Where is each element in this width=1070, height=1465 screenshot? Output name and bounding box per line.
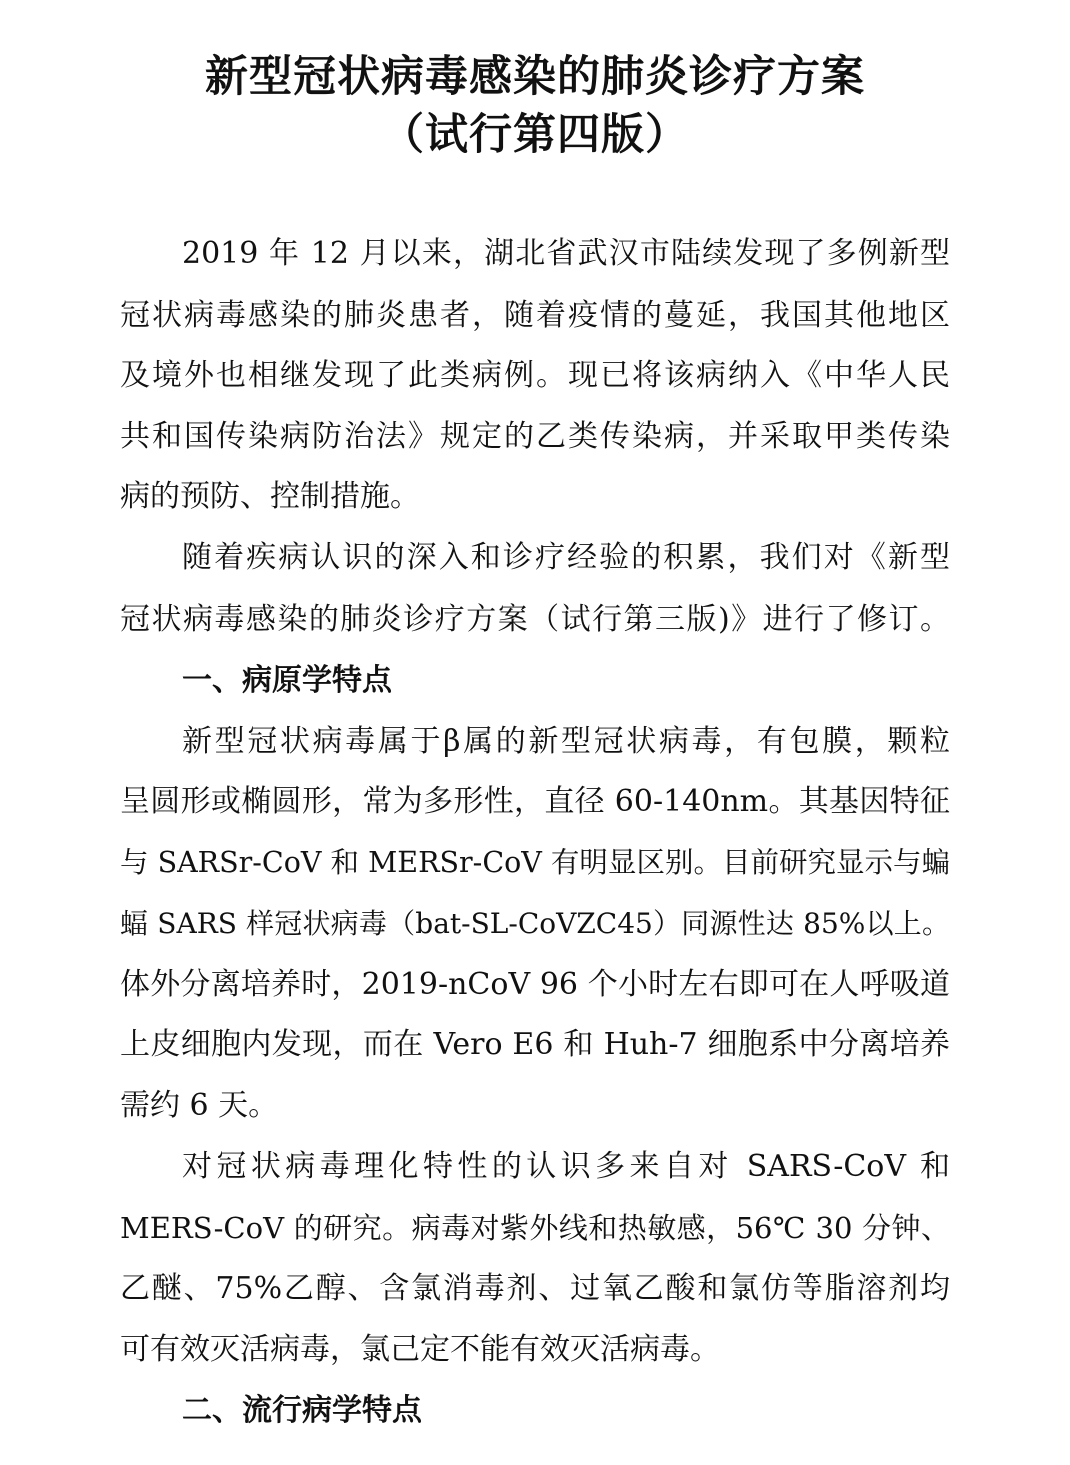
paragraph-line: 上皮细胞内发现，而在 Vero E6 和 Huh-7 细胞系中分离培养 <box>120 1027 950 1062</box>
paragraph-line: 乙醚、75%乙醇、含氯消毒剂、过氧乙酸和氯仿等脂溶剂均 <box>120 1271 950 1306</box>
section-heading: 一、病原学特点 <box>182 663 392 698</box>
paragraph-line: 与 SARSr-CoV 和 MERSr-CoV 有明显区别。目前研究显示与蝙 <box>120 846 950 879</box>
paragraph-line: 呈圆形或椭圆形，常为多形性，直径 60-140nm。其基因特征 <box>120 784 950 819</box>
paragraph-line: 病的预防、控制措施。 <box>120 479 420 514</box>
paragraph-line: 共和国传染病防治法》规定的乙类传染病，并采取甲类传染 <box>120 419 950 454</box>
paragraph-line: 可有效灭活病毒，氯己定不能有效灭活病毒。 <box>120 1332 720 1367</box>
paragraph-line: 冠状病毒感染的肺炎患者，随着疫情的蔓延，我国其他地区 <box>120 298 950 333</box>
paragraph-line: 蝠 SARS 样冠状病毒（bat-SL-CoVZC45）同源性达 85%以上。 <box>120 907 950 940</box>
paragraph-line: 需约 6 天。 <box>120 1088 279 1123</box>
section-heading: 二、流行病学特点 <box>182 1393 422 1428</box>
paragraph-line: 体外分离培养时，2019-nCoV 96 个小时左右即可在人呼吸道 <box>120 967 950 1002</box>
paragraph-line: MERS-CoV 的研究。病毒对紫外线和热敏感，56℃ 30 分钟、 <box>120 1211 950 1245</box>
paragraph-line: 2019 年 12 月以来，湖北省武汉市陆续发现了多例新型 <box>182 236 950 271</box>
paragraph-line: 及境外也相继发现了此类病例。现已将该病纳入《中华人民 <box>120 358 950 393</box>
paragraph-line: 冠状病毒感染的肺炎诊疗方案（试行第三版)》进行了修订。 <box>120 602 950 637</box>
paragraph-line: 随着疾病认识的深入和诊疗经验的积累，我们对《新型 <box>182 540 950 575</box>
document-title: 新型冠状病毒感染的肺炎诊疗方案 <box>205 52 865 102</box>
paragraph-line: 对冠状病毒理化特性的认识多来自对 SARS-CoV 和 <box>182 1149 950 1184</box>
paragraph-line: 新型冠状病毒属于β属的新型冠状病毒，有包膜，颗粒 <box>182 724 950 759</box>
document-subtitle: （试行第四版） <box>381 110 689 160</box>
